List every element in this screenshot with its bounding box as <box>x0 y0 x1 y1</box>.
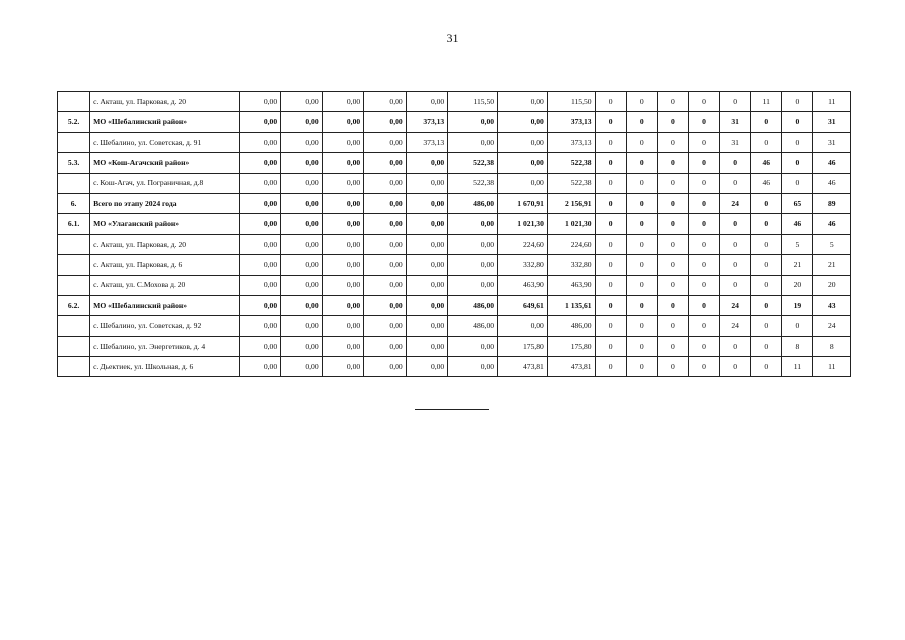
value-cell: 1 670,91 <box>498 193 548 213</box>
value-cell: 0,00 <box>322 173 364 193</box>
count-cell: 0 <box>626 112 657 132</box>
count-cell: 0 <box>595 275 626 295</box>
row-name: Всего по этапу 2024 года <box>90 193 239 213</box>
value-cell: 0,00 <box>322 153 364 173</box>
count-cell: 0 <box>657 153 688 173</box>
value-cell: 0,00 <box>281 92 323 112</box>
value-cell: 0,00 <box>406 193 448 213</box>
value-cell: 0,00 <box>239 295 281 315</box>
value-cell: 0,00 <box>406 357 448 377</box>
value-cell: 0,00 <box>322 214 364 234</box>
table-row <box>58 234 851 254</box>
count-cell: 0 <box>657 112 688 132</box>
table-row <box>58 132 851 152</box>
value-cell: 486,00 <box>547 316 595 336</box>
value-cell: 463,90 <box>547 275 595 295</box>
count-cell: 0 <box>688 214 719 234</box>
value-cell: 0,00 <box>322 316 364 336</box>
count-cell: 0 <box>751 112 782 132</box>
count-cell: 11 <box>813 357 851 377</box>
count-cell: 0 <box>626 153 657 173</box>
value-cell: 0,00 <box>239 173 281 193</box>
value-cell: 0,00 <box>281 234 323 254</box>
value-cell: 373,13 <box>547 132 595 152</box>
count-cell: 0 <box>626 275 657 295</box>
value-cell: 0,00 <box>364 234 407 254</box>
count-cell: 0 <box>688 316 719 336</box>
value-cell: 0,00 <box>448 132 498 152</box>
count-cell: 8 <box>782 336 813 356</box>
count-cell: 0 <box>720 275 751 295</box>
count-cell: 0 <box>751 357 782 377</box>
count-cell: 0 <box>657 295 688 315</box>
value-cell: 0,00 <box>448 357 498 377</box>
value-cell: 522,38 <box>448 153 498 173</box>
count-cell: 0 <box>782 132 813 152</box>
value-cell: 0,00 <box>364 112 407 132</box>
count-cell: 0 <box>626 234 657 254</box>
table-row <box>58 316 851 336</box>
count-cell: 0 <box>751 295 782 315</box>
row-name: с. Кош-Агач, ул. Пограничная, д.8 <box>90 173 239 193</box>
table-row <box>58 92 851 112</box>
value-cell: 0,00 <box>239 336 281 356</box>
value-cell: 0,00 <box>281 357 323 377</box>
count-cell: 0 <box>657 214 688 234</box>
count-cell: 0 <box>657 316 688 336</box>
count-cell: 0 <box>657 173 688 193</box>
value-cell: 0,00 <box>239 193 281 213</box>
row-name: МО «Шебалинский район» <box>90 295 239 315</box>
count-cell: 0 <box>751 214 782 234</box>
count-cell: 0 <box>626 357 657 377</box>
count-cell: 0 <box>626 295 657 315</box>
count-cell: 0 <box>688 336 719 356</box>
value-cell: 0,00 <box>498 173 548 193</box>
count-cell: 0 <box>688 275 719 295</box>
count-cell: 21 <box>813 255 851 275</box>
value-cell: 373,13 <box>406 132 448 152</box>
count-cell: 0 <box>720 255 751 275</box>
value-cell: 0,00 <box>281 214 323 234</box>
count-cell: 0 <box>720 336 751 356</box>
count-cell: 19 <box>782 295 813 315</box>
count-cell: 0 <box>657 255 688 275</box>
count-cell: 0 <box>720 234 751 254</box>
table-body <box>58 92 851 377</box>
value-cell: 0,00 <box>281 112 323 132</box>
count-cell: 0 <box>595 173 626 193</box>
row-index <box>58 234 90 254</box>
count-cell: 0 <box>782 173 813 193</box>
value-cell: 373,13 <box>406 112 448 132</box>
count-cell: 21 <box>782 255 813 275</box>
count-cell: 0 <box>595 255 626 275</box>
value-cell: 1 021,30 <box>498 214 548 234</box>
value-cell: 0,00 <box>322 112 364 132</box>
value-cell: 0,00 <box>448 112 498 132</box>
count-cell: 0 <box>595 153 626 173</box>
value-cell: 0,00 <box>448 336 498 356</box>
count-cell: 0 <box>595 92 626 112</box>
count-cell: 0 <box>688 357 719 377</box>
row-name: МО «Кош-Агачский район» <box>90 153 239 173</box>
value-cell: 522,38 <box>448 173 498 193</box>
count-cell: 0 <box>595 357 626 377</box>
row-index <box>58 336 90 356</box>
count-cell: 0 <box>657 92 688 112</box>
count-cell: 0 <box>688 92 719 112</box>
table-row <box>58 173 851 193</box>
value-cell: 0,00 <box>239 92 281 112</box>
value-cell: 0,00 <box>406 173 448 193</box>
count-cell: 0 <box>595 132 626 152</box>
count-cell: 0 <box>657 193 688 213</box>
count-cell: 0 <box>626 92 657 112</box>
value-cell: 0,00 <box>406 336 448 356</box>
value-cell: 224,60 <box>547 234 595 254</box>
value-cell: 0,00 <box>322 275 364 295</box>
value-cell: 0,00 <box>322 255 364 275</box>
value-cell: 0,00 <box>364 336 407 356</box>
value-cell: 0,00 <box>364 295 407 315</box>
value-cell: 0,00 <box>239 234 281 254</box>
row-index <box>58 255 90 275</box>
value-cell: 0,00 <box>281 336 323 356</box>
row-name: с. Шебалино, ул. Советская, д. 91 <box>90 132 239 152</box>
count-cell: 0 <box>751 316 782 336</box>
value-cell: 0,00 <box>239 214 281 234</box>
value-cell: 175,80 <box>498 336 548 356</box>
count-cell: 0 <box>657 132 688 152</box>
value-cell: 1 135,61 <box>547 295 595 315</box>
count-cell: 0 <box>751 132 782 152</box>
count-cell: 46 <box>751 173 782 193</box>
value-cell: 0,00 <box>364 193 407 213</box>
value-cell: 649,61 <box>498 295 548 315</box>
count-cell: 0 <box>751 193 782 213</box>
count-cell: 0 <box>782 316 813 336</box>
value-cell: 473,81 <box>498 357 548 377</box>
value-cell: 115,50 <box>547 92 595 112</box>
value-cell: 115,50 <box>448 92 498 112</box>
value-cell: 0,00 <box>364 316 407 336</box>
value-cell: 0,00 <box>281 316 323 336</box>
value-cell: 0,00 <box>239 316 281 336</box>
count-cell: 11 <box>751 92 782 112</box>
value-cell: 0,00 <box>498 92 548 112</box>
value-cell: 0,00 <box>498 153 548 173</box>
row-name: с. Дьектиек, ул. Школьная, д. 6 <box>90 357 239 377</box>
count-cell: 0 <box>688 234 719 254</box>
value-cell: 0,00 <box>281 193 323 213</box>
count-cell: 0 <box>626 173 657 193</box>
value-cell: 0,00 <box>406 255 448 275</box>
count-cell: 20 <box>813 275 851 295</box>
count-cell: 0 <box>595 112 626 132</box>
count-cell: 8 <box>813 336 851 356</box>
table-row <box>58 357 851 377</box>
value-cell: 0,00 <box>364 255 407 275</box>
table-row <box>58 295 851 315</box>
value-cell: 486,00 <box>448 193 498 213</box>
row-index <box>58 173 90 193</box>
row-name: с. Акташ, ул. С.Мохова д. 20 <box>90 275 239 295</box>
count-cell: 0 <box>688 193 719 213</box>
value-cell: 0,00 <box>364 132 407 152</box>
count-cell: 0 <box>688 173 719 193</box>
value-cell: 463,90 <box>498 275 548 295</box>
count-cell: 0 <box>657 234 688 254</box>
value-cell: 0,00 <box>406 153 448 173</box>
value-cell: 0,00 <box>406 234 448 254</box>
value-cell: 0,00 <box>406 275 448 295</box>
count-cell: 31 <box>720 132 751 152</box>
count-cell: 0 <box>720 153 751 173</box>
count-cell: 31 <box>813 112 851 132</box>
count-cell: 0 <box>720 357 751 377</box>
count-cell: 0 <box>751 234 782 254</box>
value-cell: 0,00 <box>322 357 364 377</box>
value-cell: 522,38 <box>547 153 595 173</box>
count-cell: 0 <box>720 214 751 234</box>
count-cell: 0 <box>782 92 813 112</box>
value-cell: 0,00 <box>498 316 548 336</box>
row-index: 5.2. <box>58 112 90 132</box>
count-cell: 46 <box>813 153 851 173</box>
count-cell: 0 <box>626 214 657 234</box>
count-cell: 24 <box>813 316 851 336</box>
count-cell: 0 <box>720 92 751 112</box>
value-cell: 0,00 <box>281 275 323 295</box>
row-index: 6.1. <box>58 214 90 234</box>
value-cell: 0,00 <box>448 234 498 254</box>
value-cell: 486,00 <box>448 295 498 315</box>
value-cell: 0,00 <box>239 112 281 132</box>
count-cell: 0 <box>595 193 626 213</box>
count-cell: 0 <box>751 336 782 356</box>
count-cell: 0 <box>688 255 719 275</box>
value-cell: 1 021,30 <box>547 214 595 234</box>
value-cell: 0,00 <box>448 275 498 295</box>
count-cell: 0 <box>688 112 719 132</box>
count-cell: 65 <box>782 193 813 213</box>
count-cell: 0 <box>688 295 719 315</box>
table-row <box>58 275 851 295</box>
count-cell: 11 <box>813 92 851 112</box>
value-cell: 0,00 <box>322 132 364 152</box>
count-cell: 89 <box>813 193 851 213</box>
row-index <box>58 275 90 295</box>
value-cell: 0,00 <box>322 92 364 112</box>
row-index: 6.2. <box>58 295 90 315</box>
table-row <box>58 193 851 213</box>
value-cell: 0,00 <box>239 357 281 377</box>
value-cell: 0,00 <box>406 316 448 336</box>
footer-divider <box>415 409 489 410</box>
row-index: 5.3. <box>58 153 90 173</box>
value-cell: 0,00 <box>239 275 281 295</box>
row-name: МО «Улаганский район» <box>90 214 239 234</box>
value-cell: 0,00 <box>322 336 364 356</box>
row-name: МО «Шебалинский район» <box>90 112 239 132</box>
count-cell: 0 <box>657 357 688 377</box>
value-cell: 373,13 <box>547 112 595 132</box>
count-cell: 11 <box>782 357 813 377</box>
count-cell: 0 <box>595 214 626 234</box>
count-cell: 0 <box>626 336 657 356</box>
value-cell: 0,00 <box>239 153 281 173</box>
data-table <box>57 91 851 377</box>
count-cell: 24 <box>720 316 751 336</box>
count-cell: 0 <box>782 112 813 132</box>
value-cell: 175,80 <box>547 336 595 356</box>
count-cell: 46 <box>782 214 813 234</box>
value-cell: 0,00 <box>322 295 364 315</box>
count-cell: 43 <box>813 295 851 315</box>
count-cell: 20 <box>782 275 813 295</box>
count-cell: 0 <box>595 336 626 356</box>
count-cell: 24 <box>720 295 751 315</box>
count-cell: 0 <box>720 173 751 193</box>
value-cell: 0,00 <box>406 92 448 112</box>
count-cell: 0 <box>751 255 782 275</box>
table-row <box>58 336 851 356</box>
value-cell: 0,00 <box>239 132 281 152</box>
value-cell: 0,00 <box>498 112 548 132</box>
count-cell: 0 <box>626 255 657 275</box>
count-cell: 0 <box>688 132 719 152</box>
value-cell: 0,00 <box>364 92 407 112</box>
table-row <box>58 112 851 132</box>
page-number: 31 <box>446 31 459 45</box>
value-cell: 522,38 <box>547 173 595 193</box>
count-cell: 0 <box>688 153 719 173</box>
value-cell: 0,00 <box>322 193 364 213</box>
value-cell: 0,00 <box>322 234 364 254</box>
value-cell: 0,00 <box>281 255 323 275</box>
value-cell: 0,00 <box>281 132 323 152</box>
table-row <box>58 153 851 173</box>
count-cell: 0 <box>595 234 626 254</box>
count-cell: 46 <box>813 214 851 234</box>
row-index <box>58 92 90 112</box>
value-cell: 0,00 <box>406 295 448 315</box>
count-cell: 5 <box>782 234 813 254</box>
value-cell: 0,00 <box>239 255 281 275</box>
count-cell: 46 <box>751 153 782 173</box>
row-name: с. Шебалино, ул. Советская, д. 92 <box>90 316 239 336</box>
value-cell: 0,00 <box>364 173 407 193</box>
value-cell: 332,80 <box>547 255 595 275</box>
value-cell: 224,60 <box>498 234 548 254</box>
row-name: с. Акташ, ул. Парковая, д. 20 <box>90 234 239 254</box>
value-cell: 473,81 <box>547 357 595 377</box>
count-cell: 24 <box>720 193 751 213</box>
value-cell: 0,00 <box>281 295 323 315</box>
count-cell: 31 <box>813 132 851 152</box>
row-index <box>58 357 90 377</box>
count-cell: 0 <box>657 336 688 356</box>
value-cell: 0,00 <box>498 132 548 152</box>
count-cell: 0 <box>751 275 782 295</box>
row-name: с. Шебалино, ул. Энергетиков, д. 4 <box>90 336 239 356</box>
row-name: с. Акташ, ул. Парковая, д. 6 <box>90 255 239 275</box>
value-cell: 0,00 <box>281 153 323 173</box>
value-cell: 486,00 <box>448 316 498 336</box>
value-cell: 0,00 <box>448 214 498 234</box>
count-cell: 0 <box>626 132 657 152</box>
value-cell: 0,00 <box>281 173 323 193</box>
count-cell: 5 <box>813 234 851 254</box>
table-row <box>58 214 851 234</box>
value-cell: 0,00 <box>364 214 407 234</box>
table-row <box>58 255 851 275</box>
value-cell: 0,00 <box>406 214 448 234</box>
row-name: с. Акташ, ул. Парковая, д. 20 <box>90 92 239 112</box>
value-cell: 0,00 <box>364 153 407 173</box>
count-cell: 0 <box>626 316 657 336</box>
count-cell: 0 <box>626 193 657 213</box>
value-cell: 0,00 <box>364 357 407 377</box>
value-cell: 0,00 <box>364 275 407 295</box>
value-cell: 0,00 <box>448 255 498 275</box>
count-cell: 0 <box>595 295 626 315</box>
value-cell: 332,80 <box>498 255 548 275</box>
row-index <box>58 316 90 336</box>
count-cell: 0 <box>657 275 688 295</box>
count-cell: 31 <box>720 112 751 132</box>
count-cell: 0 <box>595 316 626 336</box>
row-index: 6. <box>58 193 90 213</box>
count-cell: 0 <box>782 153 813 173</box>
count-cell: 46 <box>813 173 851 193</box>
row-index <box>58 132 90 152</box>
value-cell: 2 156,91 <box>547 193 595 213</box>
